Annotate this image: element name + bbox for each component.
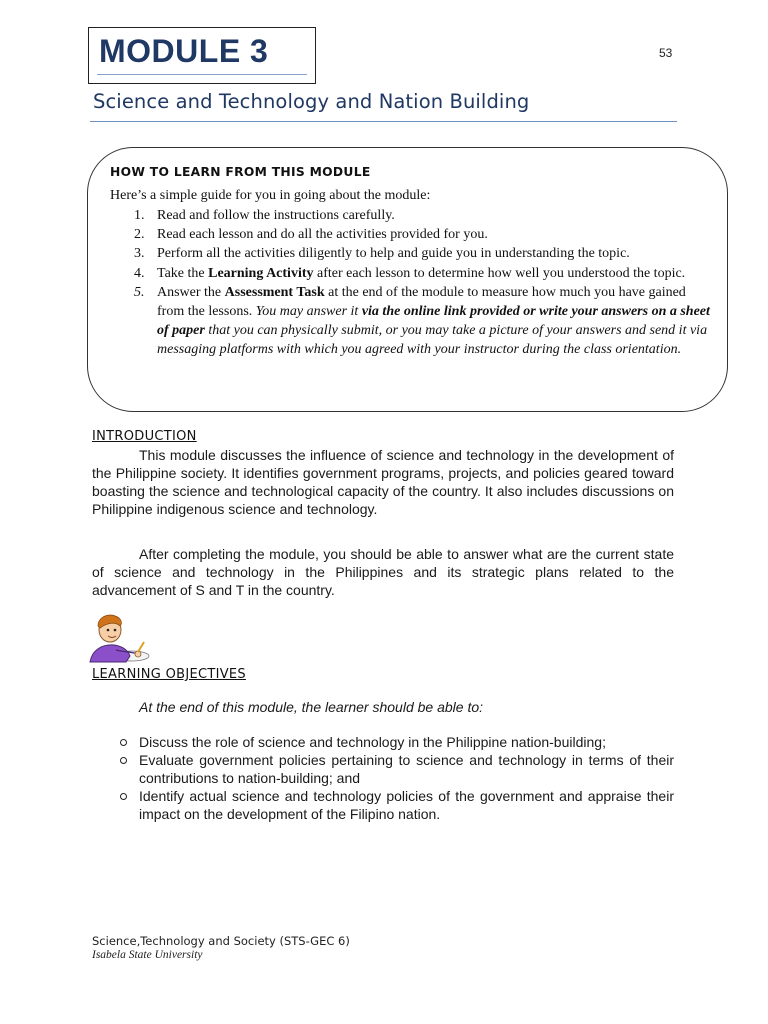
list-item [110, 225, 710, 244]
list-text-pre: Answer the [157, 284, 225, 300]
online-link-note: via the online link provided or write your answers on a sheet of paper [157, 304, 710, 339]
objectives-list [118, 733, 674, 823]
objectives-lead: At the end of this module, the learner should be able to: [139, 699, 484, 715]
introduction-heading: INTRODUCTION [92, 429, 197, 444]
student-writing-illustration [86, 612, 152, 664]
list-item [110, 244, 710, 263]
learning-objectives-heading: LEARNING OBJECTIVES [92, 667, 246, 682]
page-number: 53 [659, 46, 673, 60]
objective-text: Discuss the role of science and technology in the Philippine nation-building; [139, 734, 606, 750]
list-text-pre: Take the [157, 265, 209, 281]
list-text-post: after each lesson to determine how well you understood the topic. [313, 265, 686, 281]
list-number: 4. [134, 265, 145, 281]
how-to-learn-box [87, 147, 728, 412]
circle-bullet-icon [120, 793, 127, 800]
objective-text: Identify actual science and technology policies of the government and appraise their impact on the development of the Filipino nation. [139, 788, 674, 822]
list-item [110, 206, 710, 225]
list-number: 3. [134, 246, 145, 262]
how-to-learn-intro: Here’s a simple guide for you in going about the module: [110, 188, 431, 203]
circle-bullet-icon [120, 757, 127, 764]
title-divider [90, 121, 677, 122]
circle-bullet-icon [120, 739, 127, 746]
list-text: Perform all the activities diligently to help and guide you in understanding the topic. [157, 246, 630, 262]
footer-university: Isabela State University [92, 949, 203, 961]
list-text: Read each lesson and do all the activities provided for you. [157, 227, 488, 243]
module-underline [97, 74, 307, 75]
objective-item [118, 751, 674, 787]
module-label: MODULE 3 [99, 33, 269, 69]
list-number: 5. [134, 284, 145, 300]
module-title: Science and Technology and Nation Building [93, 90, 530, 113]
how-to-learn-list [110, 206, 710, 360]
assessment-task-term: Assessment Task [224, 284, 325, 300]
list-text-mid: at the end of the module to measure how much you have gained from the lessons. [157, 284, 686, 320]
list-number: 1. [134, 208, 145, 223]
learning-activity-term: Learning Activity [208, 265, 314, 281]
introduction-paragraph: This module discusses the influence of science and technology in the development of the Philippine society. It identifies government programs, projects, and policies geared toward boasting the science and technological capacity of the country. It also includes discussions on Philippine indigenous science and technology. [92, 447, 674, 517]
objective-item [118, 733, 674, 751]
how-to-learn-heading: HOW TO LEARN FROM THIS MODULE [110, 165, 371, 179]
list-item [110, 283, 710, 360]
list-number: 2. [134, 227, 145, 243]
list-text-italic: that you can physically submit, or you may take a picture of your answers and send it via messaging platforms with which you agreed with your instructor during the class orientation. [157, 323, 708, 358]
list-text-italic: You may answer it [255, 304, 362, 320]
introduction-paragraph: After completing the module, you should be able to answer what are the current state of science and technology in the Philippines and its strategic plans related to the advancement of S and T in the country. [92, 546, 674, 598]
list-text: Read and follow the instructions carefully. [157, 208, 395, 223]
objective-item [118, 787, 674, 823]
objective-text: Evaluate government policies pertaining to science and technology in terms of their contributions to nation-building; and [139, 752, 674, 786]
module-heading-box [88, 27, 316, 84]
list-item [110, 264, 710, 283]
footer-course: Science,Technology and Society (STS-GEC 6) [92, 934, 350, 948]
